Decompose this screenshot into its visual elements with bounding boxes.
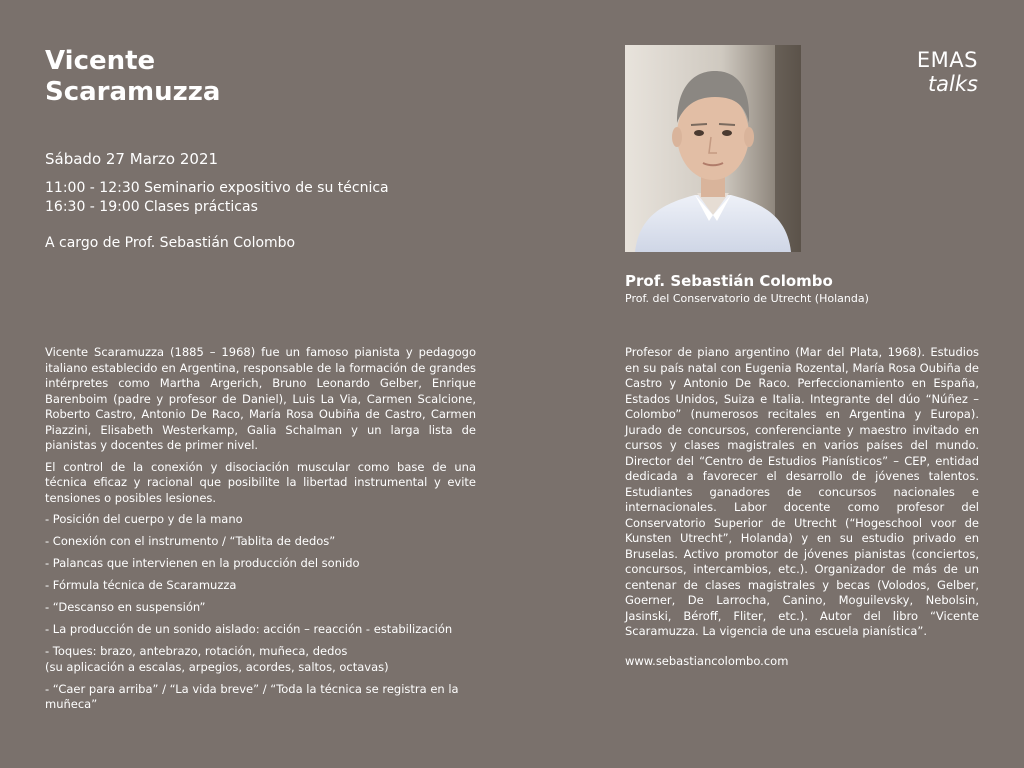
topic-item — [45, 644, 476, 675]
topic-text: - Toques: brazo, antebrazo, rotación, muñeca, dedos — [45, 644, 348, 658]
schedule-item-classes: 16:30 - 19:00 Clases prácticas — [45, 199, 258, 215]
topic-text: - Posición del cuerpo y de la mano — [45, 512, 243, 526]
event-description — [45, 345, 476, 719]
topic-text: - “Caer para arriba” / “La vida breve” / “Toda la técnica se registra en la muñeca” — [45, 681, 459, 711]
topic-item — [45, 534, 476, 550]
profile-bio: Profesor de piano argentino (Mar del Plata, 1968). Estudios en su país natal con Eugenia Rozental, María Rosa Oubiña de Castro y Antonio De Raco. Perfeccionamiento en España, Estados Unidos, Suiza e Italia. Integrante del dúo “Núñez – Colombo” (numerosos recitales en Argentina y Europa). Jurado de concursos, conferenciante y maestro invitado en cursos y clases magistrales en varios países del mundo. Director del “Centro de Estudios Pianísticos” – CEP, entidad dedicada a favorecer el desarrollo de jóvenes talentos. Estudiantes ganadores de concursos nacionales e internacionales. Labor docente como profesor del Conservatorio Superior de Utrecht (“Hogeschool voor de Kunsten Utrecht”, Holanda) y en su estudio privado en Bruselas. Activo promotor de jóvenes pianistas (conciertos, concursos, intercambios, etc.). Organizador de más de un centenar de clases magistrales y becas (Volodos, Gelber, Goerner, De Larrocha, Canino, Moguilevsky, Nebolsin, Jasinski, Béroff, Fliter, etc.). Autor del libro “Vicente Scaramuzza. La vigencia de una escuela pianística”. — [625, 345, 979, 638]
event-title-line2: Scaramuzza — [45, 77, 221, 107]
portrait-illustration — [625, 45, 801, 252]
topic-item — [45, 556, 476, 572]
profile-bio-section — [625, 345, 979, 669]
event-date: Sábado 27 Marzo 2021 — [45, 150, 219, 168]
event-host: A cargo de Prof. Sebastián Colombo — [45, 235, 296, 251]
topic-text: - La producción de un sonido aislado: acción – reacción - estabilización — [45, 622, 453, 636]
profile-photo — [625, 45, 801, 252]
topic-text: - “Descanso en suspensión” — [45, 600, 206, 614]
topic-text-detail: (su aplicación a escalas, arpegios, acordes, saltos, octavas) — [45, 659, 389, 674]
event-title — [45, 46, 220, 108]
schedule-item-seminar: 11:00 - 12:30 Seminario expositivo de su técnica — [45, 180, 389, 196]
topic-text: - Palancas que intervienen en la producción del sonido — [45, 556, 360, 570]
topic-item — [45, 512, 476, 528]
intro-paragraph: Vicente Scaramuzza (1885 – 1968) fue un famoso pianista y pedagogo italiano establecido en Argentina, responsable de la formación de grandes intérpretes como Martha Argerich, Bruno Leonardo Gelber, Enrique Barenboim (padre y profesor de Daniel), Luis La Via, Carmen Scalcione, Roberto Castro, Antonio De Raco, María Rosa Oubiña de Castro, Carmen Piazzini, Elisabeth Westerkamp, Galia Schalman y un larga lista de pianistas y docentes de primer nivel. — [45, 345, 476, 452]
topics-list — [45, 512, 476, 713]
event-title-line1: Vicente — [45, 46, 156, 76]
profile-subtitle: Prof. del Conservatorio de Utrecht (Holanda) — [625, 292, 869, 305]
topic-item — [45, 578, 476, 594]
logo-line1: EMAS — [916, 48, 978, 72]
topic-item — [45, 622, 476, 638]
control-paragraph: El control de la conexión y disociación muscular como base de una técnica eficaz y racional que posibilite la libertad instrumental y evite tensiones o posibles lesiones. — [45, 459, 476, 505]
profile-name: Prof. Sebastián Colombo — [625, 272, 833, 290]
topic-item — [45, 682, 476, 713]
topic-text: - Conexión con el instrumento / “Tablita de dedos” — [45, 534, 336, 548]
website-link[interactable]: www.sebastiancolombo.com — [625, 653, 789, 668]
topic-text: - Fórmula técnica de Scaramuzza — [45, 578, 237, 592]
event-schedule — [45, 179, 389, 217]
emas-talks-logo — [917, 48, 978, 96]
logo-line2: talks — [927, 72, 978, 96]
topic-item — [45, 600, 476, 616]
